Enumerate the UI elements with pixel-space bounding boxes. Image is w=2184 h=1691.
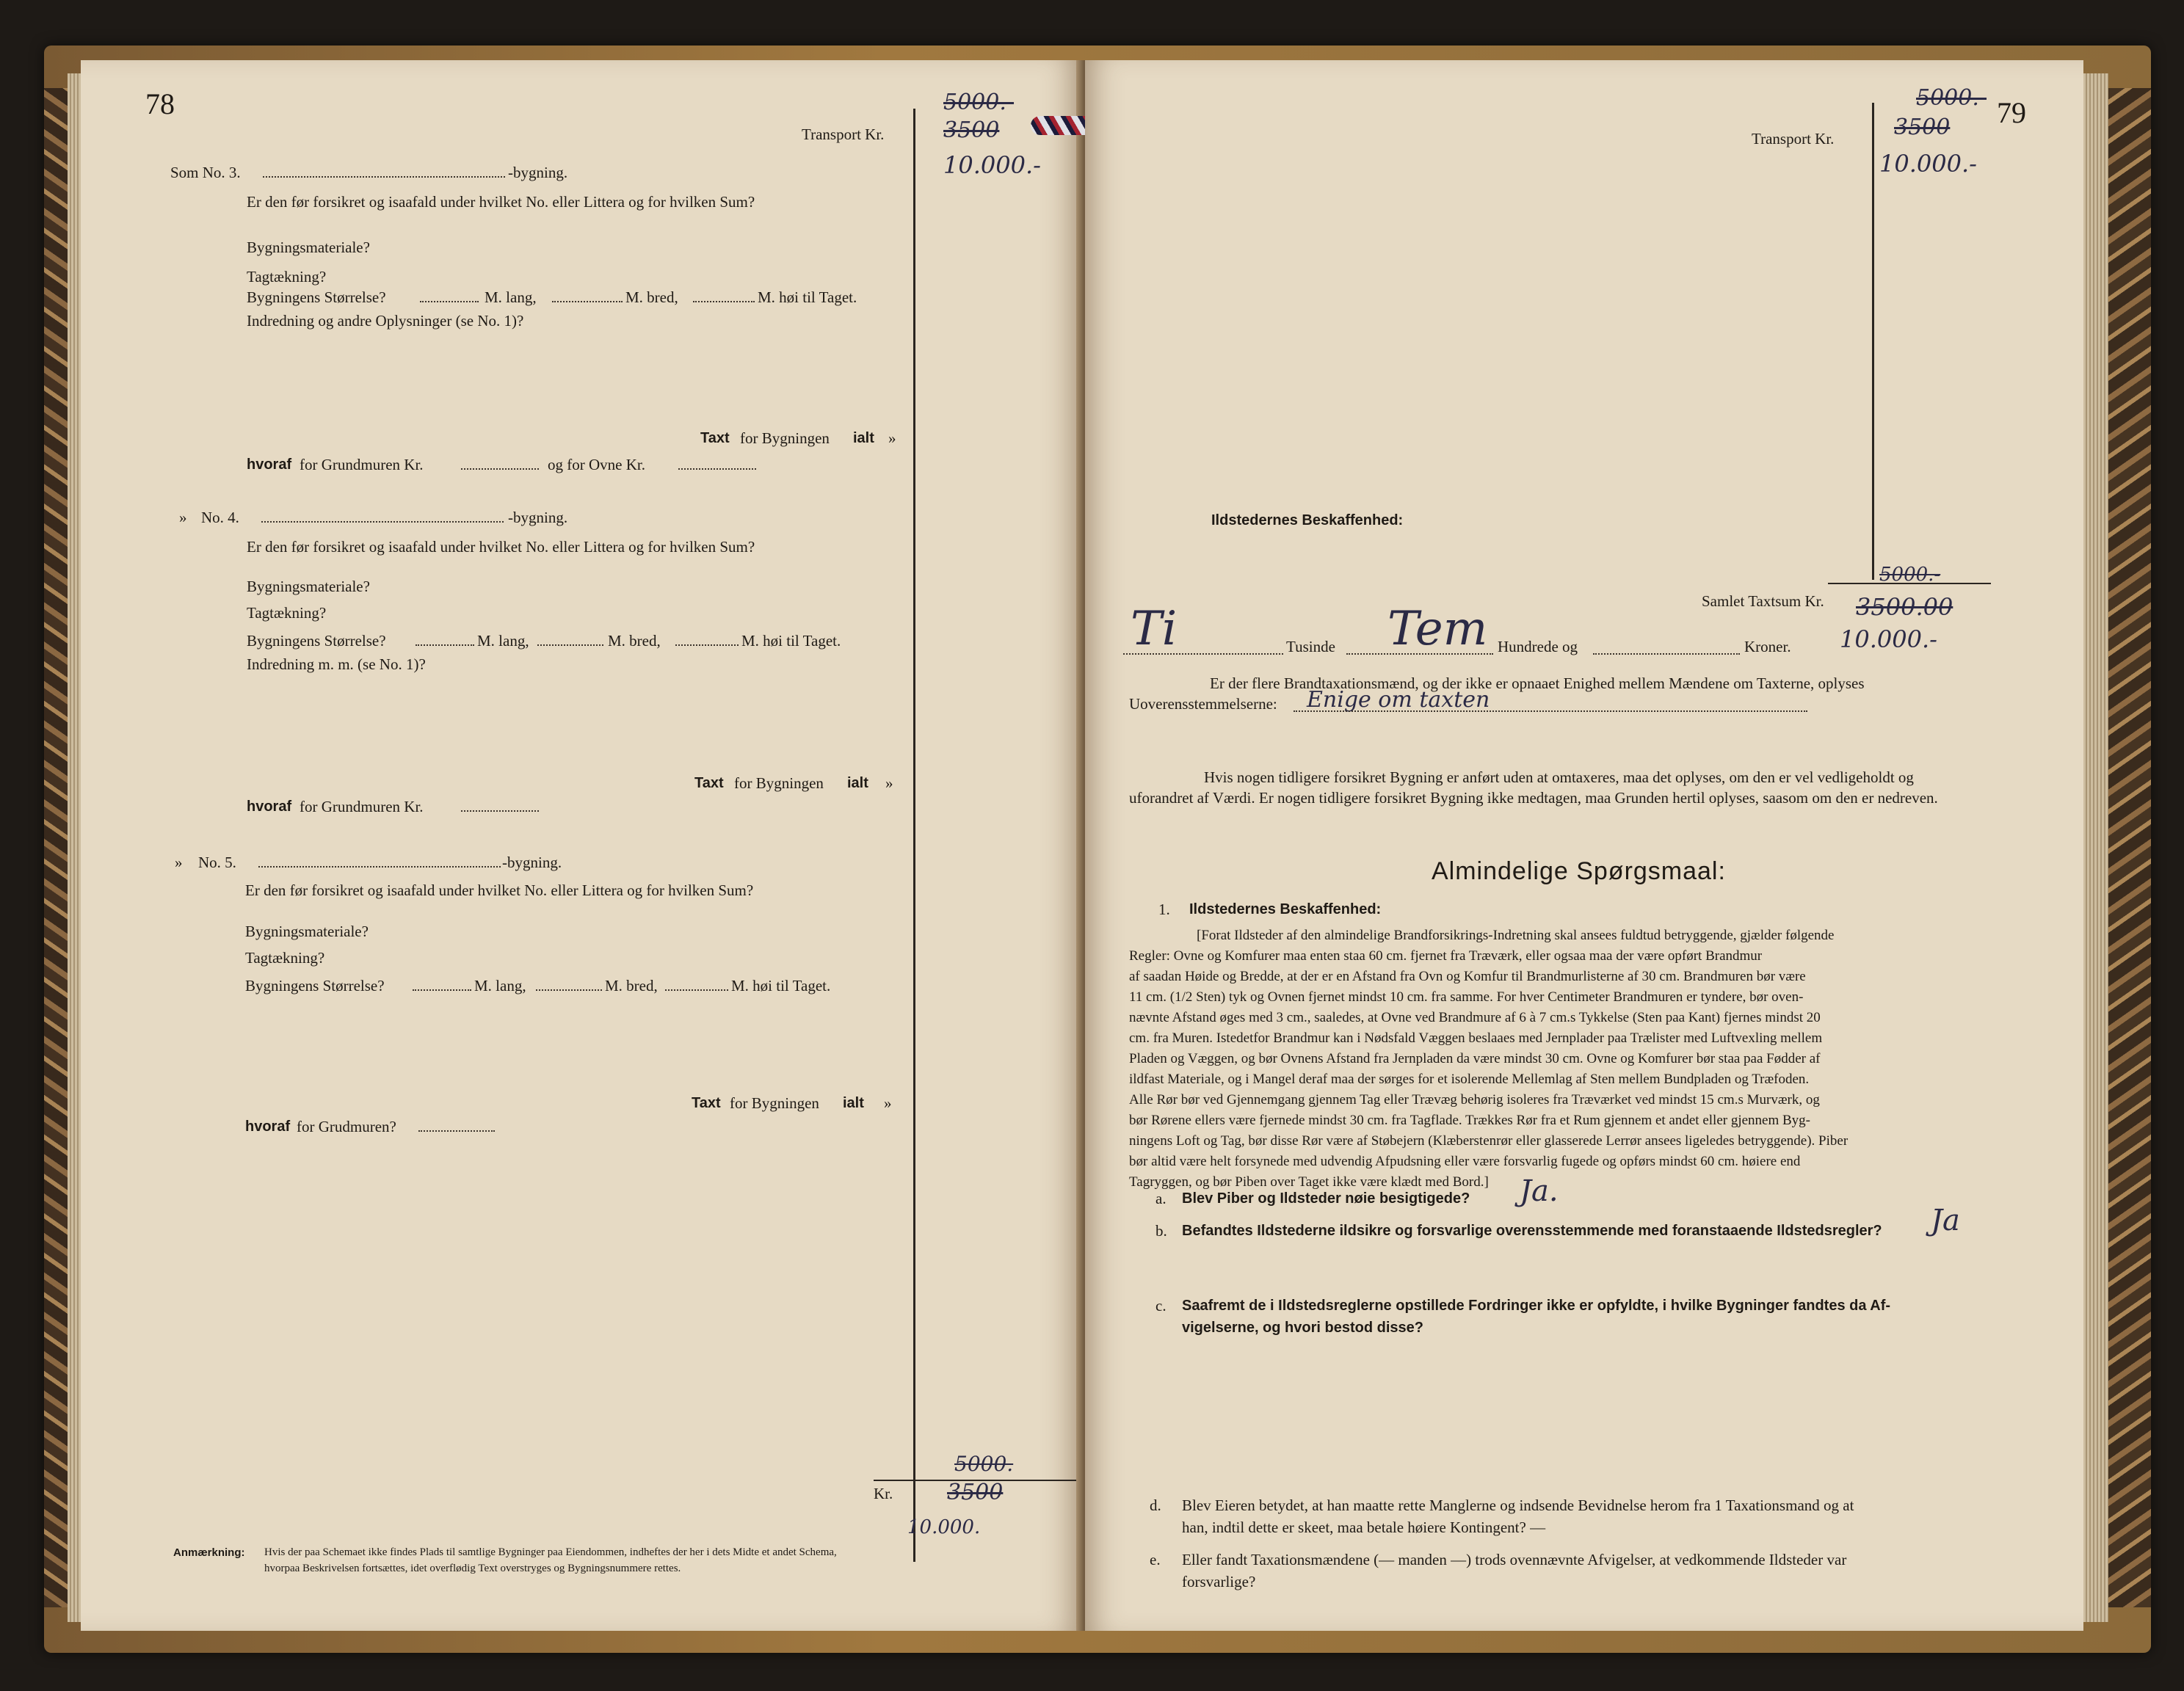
bld4-grund-line xyxy=(461,810,539,812)
bld4-roof: Tagtækning? xyxy=(247,604,327,622)
bld4-hvoraf-b: for Grundmuren Kr. xyxy=(300,798,424,815)
bld5-label: No. 5. xyxy=(198,854,236,871)
bld3-roof: Tagtækning? xyxy=(247,268,327,286)
bld3-grund-line xyxy=(461,468,539,470)
bld4-taxt-a: Taxt xyxy=(694,775,724,791)
regler-line-11: ningens Loft og Tag, bør disse Rør være af Støbejern (Klæberstenrør eller glasserede Lerrør ansees ligeledes betryggende). Piber xyxy=(1129,1133,1849,1149)
bld5-hoi-line xyxy=(665,989,728,991)
note-line-1: Hvis der paa Schemaet ikke findes Plads til samtlige Bygninger paa Eiendommen, indheftes der her i dets Midte et andet Schema, xyxy=(264,1546,837,1558)
q1-title: Ildstedernes Beskaffenhed: xyxy=(1189,901,1382,917)
bld4-bred: M. bred, xyxy=(608,632,661,650)
page-edges-left xyxy=(68,73,82,1622)
bld4-size-prefix: Bygningens Størrelse? xyxy=(247,632,386,650)
bld5-size-prefix: Bygningens Størrelse? xyxy=(245,977,385,994)
bld3-label: Som No. 3. xyxy=(170,164,241,181)
regler-line-7: Pladen og Væggen, og bør Ovnens Afstand fra Jernpladen da være mindst 30 cm. Ovne og Komfurer bør staa paa Fødder af xyxy=(1129,1051,1821,1066)
qa-text: Blev Piber og Ildsteder nøie besigtigede? xyxy=(1182,1190,1470,1207)
bld5-suffix: -bygning. xyxy=(502,854,562,871)
page-edges-right xyxy=(2083,73,2108,1622)
qd-line-2: han, indtil dette er skeet, maa betale høiere Kontingent? — xyxy=(1182,1519,1546,1536)
bld4-name-line xyxy=(261,521,504,523)
bld4-suffix: -bygning. xyxy=(508,509,568,526)
bld3-ovne-line xyxy=(678,468,756,470)
qb-label: b. xyxy=(1156,1222,1167,1240)
right-page xyxy=(1085,60,2083,1631)
bld4-material: Bygningsmateriale? xyxy=(247,578,370,595)
bld3-taxt-c: ialt xyxy=(853,430,874,446)
bld3-lang-line xyxy=(420,301,479,302)
amount-column-rule-left xyxy=(913,109,915,1562)
regler-line-10: bør Rørene ellers være fjernede mindst 30 cm. fra Tagflade. Trækkes Rør fra et Rum gjennem et andet eller gjennem Byg- xyxy=(1129,1113,1811,1128)
bld3-ovne: og for Ovne Kr. xyxy=(548,456,645,473)
regler-line-9: Alle Rør bør ved Gjennemgang gjennem Tag eller Trævæg behørig isoleres fra Træværket ved mindst 15 cm.s Murværk, og xyxy=(1129,1092,1820,1108)
bld5-bred: M. bred, xyxy=(605,977,658,994)
qb-text: Befandtes Ildstederne ildsikre og forsvarlige overensstemmende med foranstaaende Ildstedsregler? xyxy=(1182,1223,1882,1239)
bld5-taxt-c: ialt xyxy=(843,1095,864,1111)
ink-transport-left-3: 10.000.- xyxy=(943,151,1041,179)
ink-total-left-1: 5000. xyxy=(954,1452,1014,1476)
bld3-taxt-a: Taxt xyxy=(700,430,730,446)
bld3-hvoraf-a: hvoraf xyxy=(247,457,292,473)
regler-line-1: [Forat Ildsteder af den almindelige Brandforsikrings-Indretning skal ansees fuldtud betryggende, gjælder følgende xyxy=(1197,928,1835,943)
tidligere-line-2: uforandret af Værdi. Er nogen tidligere forsikret Bygning ikke medtagen, maa Grunden hertil oplyses, saasom om den er nedreven. xyxy=(1129,789,1938,807)
bld5-material: Bygningsmateriale? xyxy=(245,923,369,940)
qc-line-2: vigelserne, og hvori bestod disse? xyxy=(1182,1320,1423,1336)
ink-transport-right-1: 5000.- xyxy=(1916,85,1987,111)
bld5-lang-line xyxy=(413,989,471,991)
note-line-2: hvorpaa Beskrivelsen fortsættes, idet overflødig Text overstryges og Bygningsnummere rettes. xyxy=(264,1563,681,1574)
bld3-lang: M. lang, xyxy=(485,288,537,306)
ink-samlet-1: 5000.- xyxy=(1879,564,1941,586)
ink-qa: Ja. xyxy=(1520,1174,1559,1208)
bld3-material: Bygningsmateriale? xyxy=(247,239,370,256)
samlet-label: Samlet Taxtsum Kr. xyxy=(1702,592,1824,610)
ink-transport-left-1: 5000.- xyxy=(943,90,1015,115)
bld3-question: Er den før forsikret og isaafald under hvilket No. eller Littera og for hvilken Sum? xyxy=(247,193,755,211)
q1-number: 1. xyxy=(1158,901,1170,918)
bld4-taxt-mark: » xyxy=(885,774,893,792)
bld3-name-line xyxy=(263,176,505,178)
bld5-hoi: M. høi til Taget. xyxy=(731,977,831,994)
qe-line-2: forsvarlige? xyxy=(1182,1573,1256,1590)
bld3-interior: Indredning og andre Oplysninger (se No. 1)? xyxy=(247,312,524,330)
bld5-taxt-mark: » xyxy=(884,1094,892,1112)
ink-hundrede: Tem xyxy=(1387,602,1488,656)
section-heading: Almindelige Spørgsmaal: xyxy=(1432,857,1726,885)
bld4-interior: Indredning m. m. (se No. 1)? xyxy=(247,655,426,673)
ink-ti: Ti xyxy=(1131,602,1178,656)
ink-transport-left-2: 3500 xyxy=(943,117,1000,143)
bld4-hvoraf-a: hvoraf xyxy=(247,799,292,815)
tidligere-line-1: Hvis nogen tidligere forsikret Bygning er anført uden at omtaxeres, maa det oplyses, om den er vel vedligeholdt og xyxy=(1204,768,1914,786)
page-number-left: 78 xyxy=(145,87,175,120)
tusinde-label: Tusinde xyxy=(1286,638,1335,655)
ink-transport-right-3: 10.000.- xyxy=(1879,150,1977,178)
tusinde-line xyxy=(1123,653,1283,655)
ink-enighed: Enige om taxten xyxy=(1307,687,1490,713)
ink-samlet-3: 10.000.- xyxy=(1840,625,1937,653)
bld3-suffix: -bygning. xyxy=(508,164,568,181)
ink-samlet-2: 3500.00 xyxy=(1856,593,1953,621)
bld5-hvoraf-b: for Grudmuren? xyxy=(297,1118,396,1135)
qa-label: a. xyxy=(1156,1190,1167,1207)
bld3-hoi: M. høi til Taget. xyxy=(758,288,857,306)
bld5-roof: Tagtækning? xyxy=(245,949,325,967)
kr-label-left: Kr. xyxy=(874,1485,893,1502)
bld3-taxt-mark: » xyxy=(888,429,896,447)
ink-transport-right-2: 3500 xyxy=(1894,114,1951,140)
regler-line-13: Tagryggen, og bør Piben over Taget ikke være klædt med Bord.] xyxy=(1129,1174,1489,1190)
ink-total-left-3: 10.000. xyxy=(907,1516,981,1538)
bld4-question: Er den før forsikret og isaafald under hvilket No. eller Littera og for hvilken Sum? xyxy=(247,538,755,556)
regler-line-3: af saadan Høide og Bredde, at der er en Afstand fra Ovn og Komfur til Brandmurlisterne af 30 cm. Brandmuren bør være xyxy=(1129,969,1806,984)
note-label: Anmærkning: xyxy=(173,1546,245,1559)
qc-label: c. xyxy=(1156,1297,1167,1314)
flere-line-1: Er der flere Brandtaxationsmænd, og der ikke er opnaaet Enighed mellem Mændene om Taxterne, oplyses xyxy=(1210,674,1865,692)
ink-total-left-2: 3500 xyxy=(947,1480,1004,1505)
bld4-taxt-b: for Bygningen xyxy=(734,774,824,792)
ildsteder-label: Ildstedernes Beskaffenhed: xyxy=(1211,512,1404,528)
page-number-right: 79 xyxy=(1997,96,2026,129)
bld5-hvoraf-a: hvoraf xyxy=(245,1119,291,1135)
qe-line-1: Eller fandt Taxationsmændene (— manden —) trods ovennævnte Afvigelser, at vedkommende Ildsteder var xyxy=(1182,1551,1847,1568)
bld5-taxt-a: Taxt xyxy=(692,1095,721,1111)
bld3-taxt-b: for Bygningen xyxy=(740,429,830,447)
regler-line-6: cm. fra Muren. Istedetfor Brandmur kan i Nødsfald Væggen beslaaes med Jernplader paa Trælister med Luftvexling mellem xyxy=(1129,1030,1823,1046)
bld3-size-prefix: Bygningens Størrelse? xyxy=(247,288,386,306)
regler-line-5: nævnte Afstand øges med 3 cm., saaledes, at Ovne ved Brandmure af 6 à 7 cm.s Tykkelse (Sten paa Kant) fjernes mindst 20 xyxy=(1129,1010,1821,1025)
bld5-lang: M. lang, xyxy=(474,977,526,994)
bld3-bred: M. bred, xyxy=(625,288,678,306)
qd-line-1: Blev Eieren betydet, at han maatte rette Manglerne og indsende Bevidnelse herom fra 1 Taxationsmand og at xyxy=(1182,1497,1854,1514)
regler-line-2: Regler: Ovne og Komfurer maa enten staa 60 cm. fjernet fra Træværk, eller ogsaa maa der være opført Brandmur xyxy=(1129,948,1763,964)
bld5-bred-line xyxy=(536,989,602,991)
transport-label-right: Transport Kr. xyxy=(1752,130,1835,148)
flere-line-2: Uoverensstemmelserne: xyxy=(1129,695,1277,713)
bld5-name-line xyxy=(258,866,501,868)
bld3-bred-line xyxy=(552,301,623,302)
left-page xyxy=(81,60,1079,1631)
bld4-lang-line xyxy=(416,644,474,646)
qc-line-1: Saafremt de i Ildstedsreglerne opstillede Fordringer ikke er opfyldte, i hvilke Bygninger fandtes da Af- xyxy=(1182,1298,1891,1314)
qd-label: d. xyxy=(1150,1497,1161,1514)
marbled-edge-right xyxy=(2108,88,2151,1607)
bld4-hoi-line xyxy=(675,644,739,646)
bld5-mark: » xyxy=(175,854,183,871)
amount-column-rule-right xyxy=(1872,103,1874,580)
bld4-taxt-c: ialt xyxy=(847,775,868,791)
bld4-hoi: M. høi til Taget. xyxy=(741,632,841,650)
regler-line-8: ildfast Materiale, og i Mangel deraf maa der sørges for et isolerende Mellemlag af Sten mellem Bundpladen og Træfoden. xyxy=(1129,1072,1810,1087)
bld5-grund-line xyxy=(418,1130,495,1132)
enighed-line xyxy=(1294,710,1807,712)
bld5-question: Er den før forsikret og isaafald under hvilket No. eller Littera og for hvilken Sum? xyxy=(245,881,754,899)
bld3-hoi-line xyxy=(693,301,755,302)
bld4-mark: » xyxy=(179,509,187,526)
bld5-taxt-b: for Bygningen xyxy=(730,1094,819,1112)
hundrede-line xyxy=(1346,653,1493,655)
regler-line-12: bør altid være helt forsynede med udvendig Afpudsning eller være forsvarlig fugede og opførs mindst 60 cm. høiere end xyxy=(1129,1154,1801,1169)
bld4-label: No. 4. xyxy=(201,509,239,526)
ink-qb: Ja xyxy=(1931,1204,1960,1237)
bld4-lang: M. lang, xyxy=(477,632,529,650)
hundrede-label: Hundrede og xyxy=(1498,638,1578,655)
bld4-bred-line xyxy=(537,644,603,646)
kroner-label: Kroner. xyxy=(1744,638,1791,655)
qe-label: e. xyxy=(1150,1551,1161,1568)
transport-label-left: Transport Kr. xyxy=(802,126,885,143)
kroner-line xyxy=(1593,653,1740,655)
bld3-hvoraf-b: for Grundmuren Kr. xyxy=(300,456,424,473)
regler-line-4: 11 cm. (1/2 Sten) tyk og Ovnen fjernet mindst 10 cm. fra samme. For hver Centimeter Brandmuren er tyndere, bør oven- xyxy=(1129,989,1804,1005)
